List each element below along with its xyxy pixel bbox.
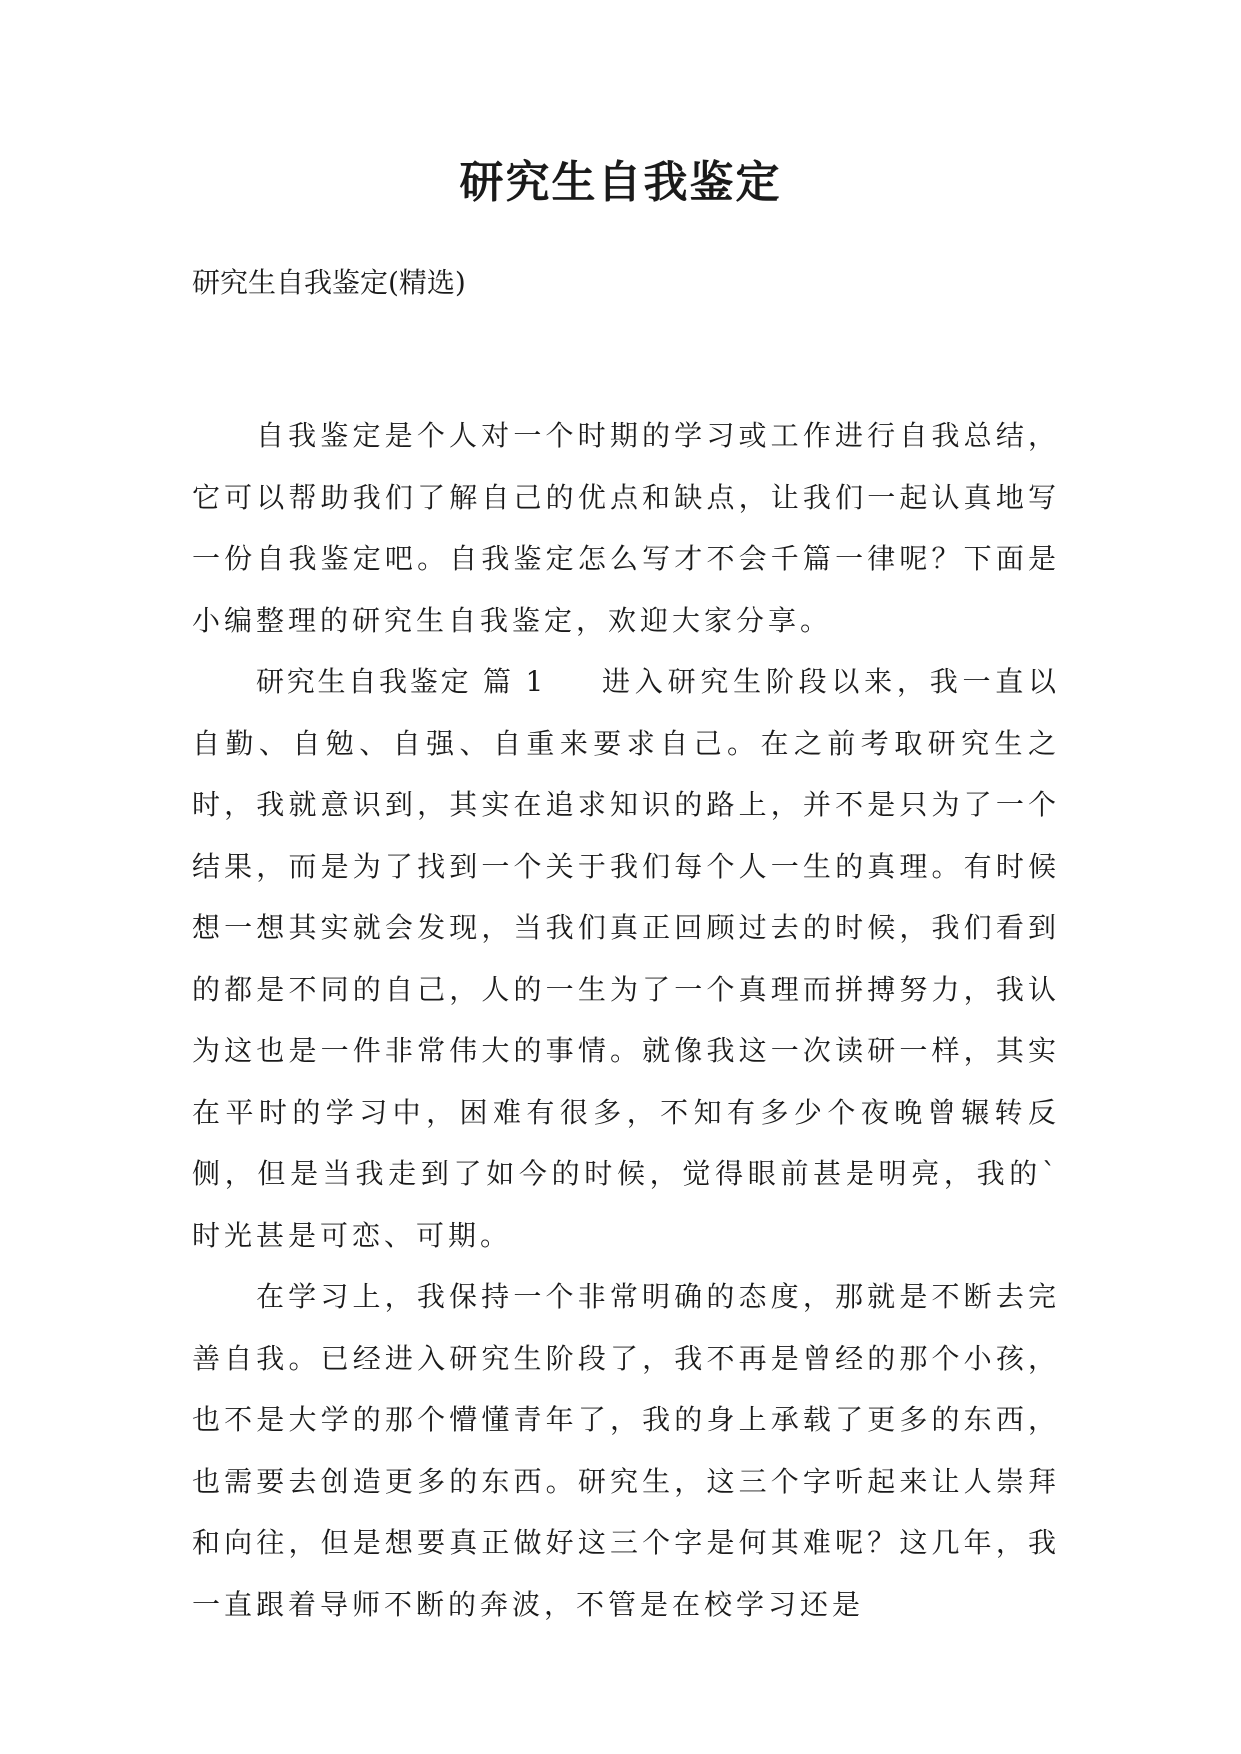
- section-1-text: 进入研究生阶段以来，我一直以自勤、自勉、自强、自重来要求自己。在之前考取研究生之时，我就意识到，其实在追求知识的路上，并不是只为了一个结果，而是为了找到一个关于我们每个人一生的真理。有时候想一想其实就会发现，当我们真正回顾过去的时候，我们看到的都是不同的自己，人的一生为了一个真理而拼搏努力，我认为这也是一件非常伟大的事情。就像我这一次读研一样，其实在平时的学习中，困难有很多，不知有多少个夜晚曾辗转反侧，但是当我走到了如今的时候，觉得眼前甚是明亮，我的`时光甚是可恋、可期。: [192, 665, 1060, 1252]
- intro-paragraph: 自我鉴定是个人对一个时期的学习或工作进行自我总结，它可以帮助我们了解自己的优点和缺点，让我们一起认真地写一份自我鉴定吧。自我鉴定怎么写才不会千篇一律呢？下面是小编整理的研究生自我鉴定，欢迎大家分享。: [192, 419, 1060, 637]
- document-subtitle: 研究生自我鉴定(精选): [192, 266, 466, 299]
- section-1-heading: 研究生自我鉴定 篇 1: [256, 665, 546, 698]
- document-title: 研究生自我鉴定: [459, 157, 782, 208]
- document-body: [192, 405, 1060, 1635]
- section-1-paragraph-2: 在学习上，我保持一个非常明确的态度，那就是不断去完善自我。已经进入研究生阶段了，我不再是曾经的那个小孩，也不是大学的那个懵懂青年了，我的身上承载了更多的东西，也需要去创造更多的东西。研究生，这三个字听起来让人崇拜和向往，但是想要真正做好这三个字是何其难呢？这几年，我一直跟着导师不断的奔波，不管是在校学习还是: [192, 1280, 1060, 1621]
- section-1-paragraph: [192, 651, 1060, 1266]
